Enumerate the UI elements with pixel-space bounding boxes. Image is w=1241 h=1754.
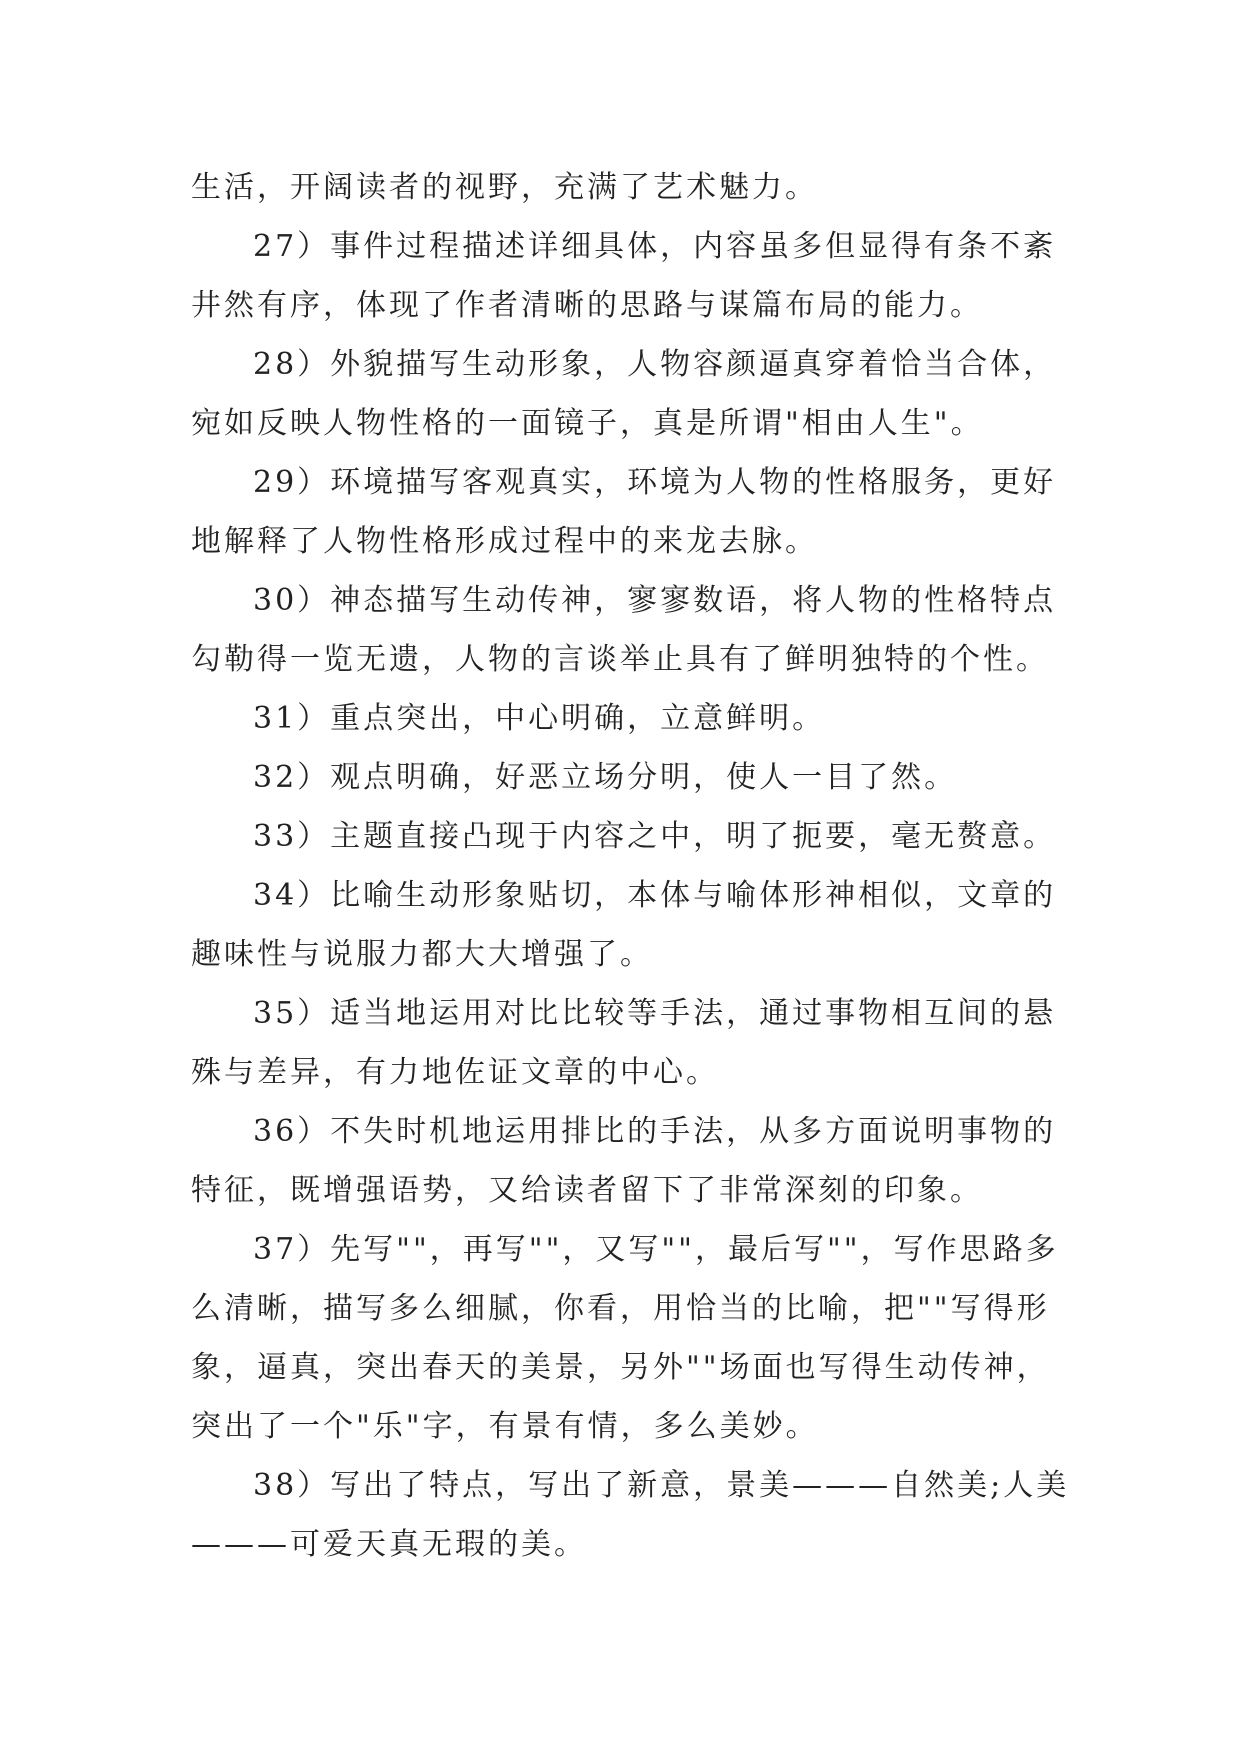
paragraph-28: 28）外貌描写生动形象，人物容颜逼真穿着恰当合体，宛如反映人物性格的一面镜子，真是所谓"相由人生"。	[191, 347, 1057, 441]
paragraph-continuation: 生活，开阔读者的视野，充满了艺术魅力。	[191, 170, 818, 205]
paragraph-29: 29）环境描写客观真实，环境为人物的性格服务，更好地解释了人物性格形成过程中的来龙去脉。	[191, 465, 1057, 559]
paragraph-35: 35）适当地运用对比比较等手法，通过事物相互间的悬殊与差异，有力地佐证文章的中心。	[191, 996, 1057, 1090]
paragraph-31: 31）重点突出，中心明确，立意鲜明。	[253, 701, 826, 736]
paragraph-38: 38）写出了特点，写出了新意，景美———自然美;人美———可爱天真无瑕的美。	[191, 1468, 1070, 1562]
paragraph-33: 33）主题直接凸现于内容之中，明了扼要，毫无赘意。	[253, 819, 1057, 854]
paragraph-27: 27）事件过程描述详细具体，内容虽多但显得有条不紊井然有序，体现了作者清晰的思路与谋篇布局的能力。	[191, 229, 1057, 323]
paragraph-37: 37）先写""，再写""，又写""，最后写""，写作思路多么清晰，描写多么细腻，你看，用恰当的比喻，把""写得形象，逼真，突出春天的美景，另外""场面也写得生动传神，突出了一个"乐"字，有景有情，多么美妙。	[191, 1232, 1059, 1444]
paragraph-32: 32）观点明确，好恶立场分明，使人一目了然。	[253, 760, 958, 795]
paragraph-36: 36）不失时机地运用排比的手法，从多方面说明事物的特征，既增强语势，又给读者留下了非常深刻的印象。	[191, 1114, 1057, 1208]
paragraph-34: 34）比喻生动形象贴切，本体与喻体形神相似，文章的趣味性与说服力都大大增强了。	[191, 878, 1057, 972]
paragraph-30: 30）神态描写生动传神，寥寥数语，将人物的性格特点勾勒得一览无遗，人物的言谈举止具有了鲜明独特的个性。	[191, 583, 1057, 677]
document-body	[191, 158, 1071, 1574]
